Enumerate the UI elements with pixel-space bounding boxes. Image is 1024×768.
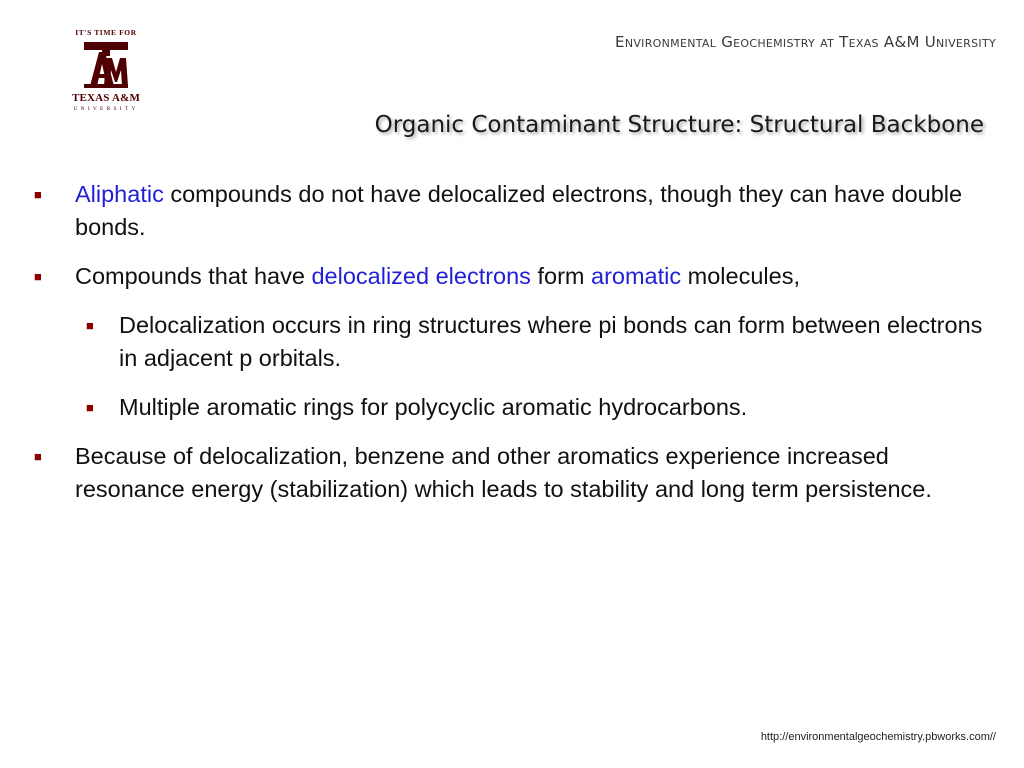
course-title: Environmental Geochemistry at Texas A&M University [615,33,996,51]
logo-university: UNIVERSITY [73,106,139,112]
texas-am-logo [60,28,152,120]
logo-tagline: IT'S TIME FOR [75,28,137,37]
slide-content [34,178,994,522]
term-aliphatic: Aliphatic [75,181,164,207]
bullet-resonance [34,440,994,506]
bullet-square-icon: ■ [86,400,94,415]
bullet-text: Because of delocalization, benzene and other aromatics experience increased resonance energy (stabilization) which leads to stability and long term persistence. [75,443,932,502]
bullet-square-icon: ■ [86,318,94,333]
bullet-square-icon: ■ [34,269,42,284]
term-delocalized-electrons: delocalized electrons [311,263,531,289]
logo-wordmark: TEXAS A&M [71,92,141,104]
sub-bullet-delocalization [34,309,994,375]
bullet-text: Multiple aromatic rings for polycyclic aromatic hydrocarbons. [119,394,748,420]
atm-mark-icon [82,40,130,90]
footer-url[interactable]: http://environmentalgeochemistry.pbworks.com// [760,731,996,743]
bullet-text: Delocalization occurs in ring structures where pi bonds can form between electrons in adjacent p orbitals. [119,312,983,371]
bullet-aromatic [34,260,994,293]
slide-title: Organic Contaminant Structure: Structural Backbone [374,112,984,138]
bullet-square-icon: ■ [34,449,42,464]
bullet-text: molecules, [681,263,800,289]
bullet-text: compounds do not have delocalized electrons, though they can have double bonds. [75,181,963,240]
bullet-text: Compounds that have [75,263,312,289]
sub-bullet-polycyclic [34,391,994,424]
term-aromatic: aromatic [591,263,682,289]
bullet-aliphatic [34,178,994,244]
bullet-square-icon: ■ [34,187,42,202]
bullet-text: form [530,263,591,289]
